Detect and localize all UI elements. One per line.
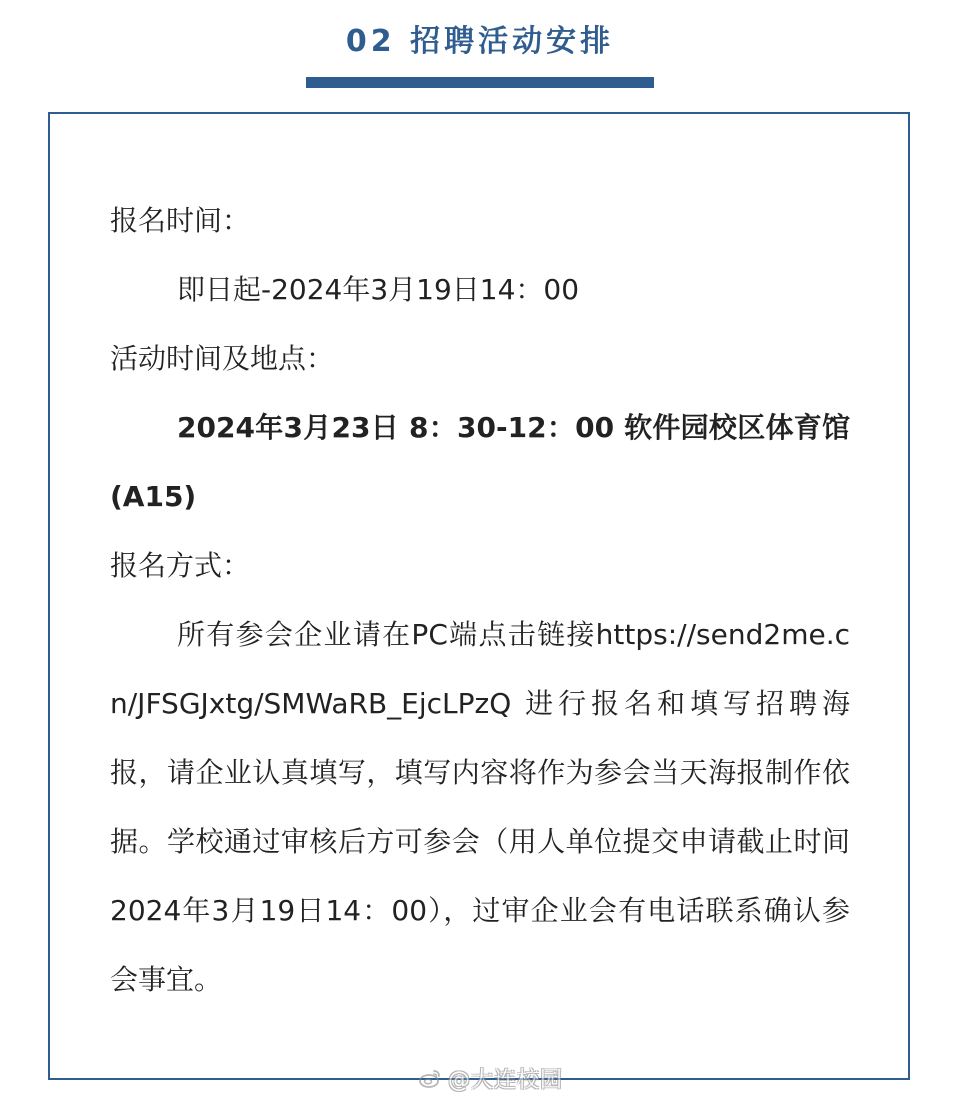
registration-time-label: 报名时间： — [110, 204, 251, 237]
section-title: 02 招聘活动安排 — [345, 24, 615, 59]
title-underline — [306, 77, 654, 88]
watermark — [418, 1062, 563, 1094]
content — [110, 186, 850, 1014]
event-time-location-value: 2024年3月23日 8：30-12：00 软件园校区体育馆(A15) — [110, 411, 850, 513]
registration-method-label: 报名方式： — [110, 549, 251, 582]
watermark-text: @大连校园 — [448, 1067, 564, 1093]
weibo-icon — [418, 1067, 442, 1089]
event-time-location-label: 活动时间及地点： — [110, 342, 335, 375]
registration-method-text: 所有参会企业请在PC端点击链接https://send2me.cn/JFSGJxtg/SMWaRB_EjcLPzQ 进行报名和填写招聘海报，请企业认真填写，填写内容将作为参会当天海报制作依据。学校通过审核后方可参会（用人单位提交申请截止时间2024年3月19日14：00），过审企业会有电话联系确认参会事宜。 — [110, 618, 850, 996]
registration-time-value: 即日起-2024年3月19日14：00 — [177, 273, 580, 306]
